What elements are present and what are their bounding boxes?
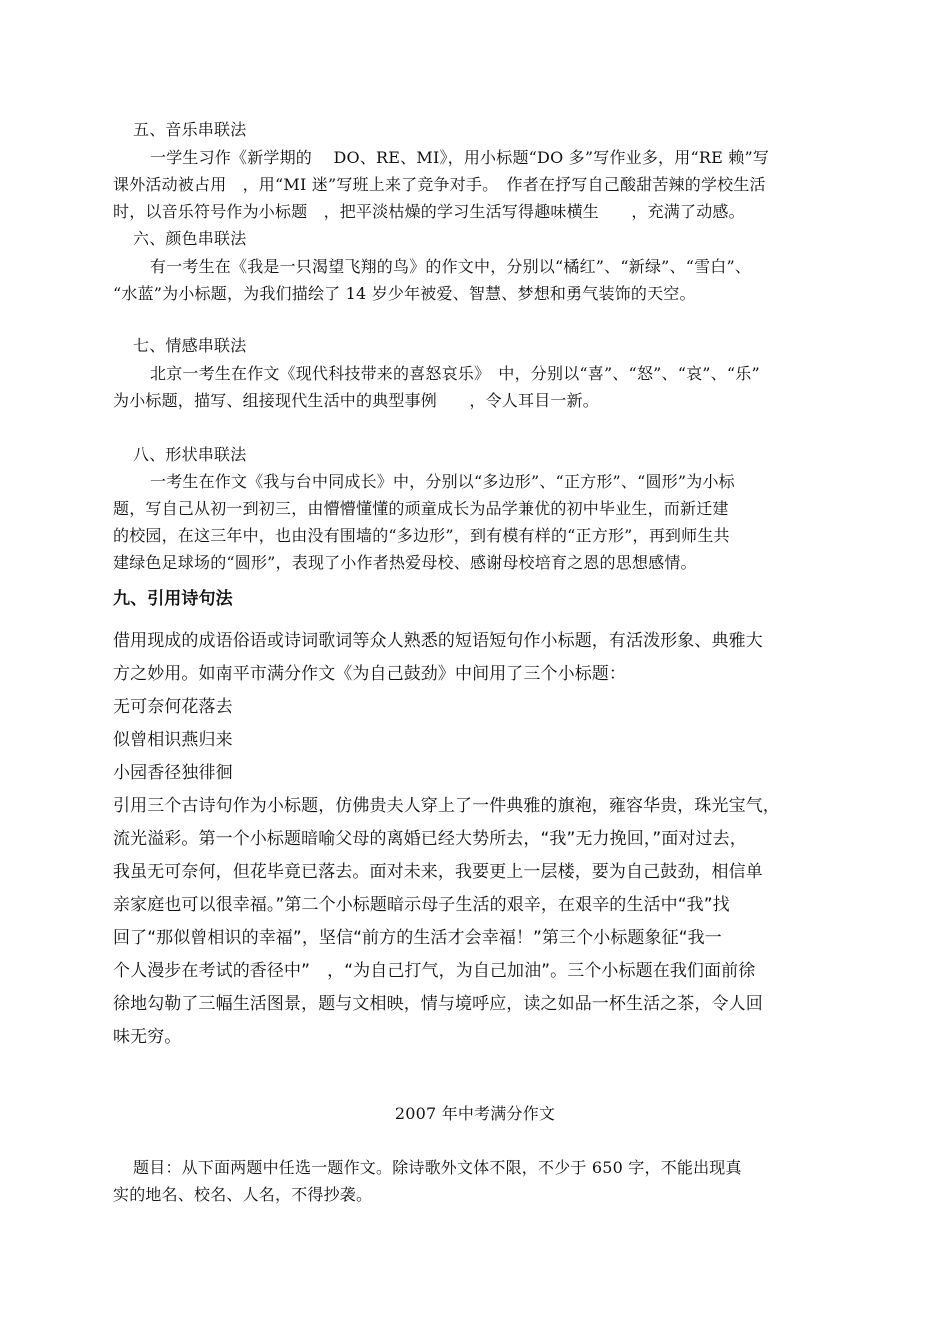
section-heading-shape: 八、形状串联法 (133, 445, 247, 464)
paragraph-line: 一学生习作《新学期的 DO、RE、MI》，用小标题“DO 多”写作业多，用“RE 赖”写 (150, 148, 770, 167)
paragraph-line: 我虽无可奈何，但花毕竟已落去。面对未来，我要更上一层楼，要为自己鼓劲，相信单 (113, 862, 763, 882)
paragraph-line: 个人漫步在考试的香径中” ，“为自己打气，为自己加油”。三个小标题在我们面前徐 (113, 961, 756, 981)
section-heading-poetry: 九、引用诗句法 (113, 589, 233, 609)
paragraph-line: 时，以音乐符号作为小标题 ，把平淡枯燥的学习生活写得趣味横生 ，充满了动感。 (113, 202, 745, 221)
section-heading-emotion: 七、情感串联法 (133, 336, 247, 355)
paragraph-line: “水蓝”为小标题，为我们描绘了 14 岁少年被爱、智慧、梦想和勇气装饰的天空。 (113, 284, 696, 303)
paragraph-line: 回了“那似曾相识的幸福”，坚信“前方的生活才会幸福！”第三个小标题象征“我一 (113, 928, 722, 948)
paragraph-line: 的校园，在这三年中，也由没有围墙的“多边形”，到有模有样的“正方形”，再到师生共 (113, 526, 730, 545)
paragraph-line: 为小标题，描写、组接现代生活中的典型事例 ，令人耳目一新。 (113, 391, 600, 410)
section-heading-music: 五、音乐串联法 (133, 120, 247, 139)
paragraph-line: 建绿色足球场的“圆形”，表现了小作者热爱母校、感谢母校培育之恩的思想感情。 (113, 553, 697, 572)
paragraph-line: 题，写自己从初一到初三，由懵懵懂懂的顽童成长为品学兼优的初中毕业生，而新迁建 (113, 499, 729, 518)
subtitle-line: 无可奈何花落去 (113, 697, 233, 717)
exam-prompt-line: 实的地名、校名、人名，不得抄袭。 (113, 1185, 373, 1204)
paragraph-line: 北京一考生在作文《现代科技带来的喜怒哀乐》 中，分别以“喜”、“怒”、“哀”、“乐” (150, 364, 760, 383)
exam-title: 2007 年中考满分作文 (394, 1104, 556, 1123)
subtitle-line: 小园香径独徘徊 (113, 763, 233, 783)
paragraph-line: 课外活动被占用 ，用“MI 迷”写班上来了竞争对手。 作者在抒写自己酸甜苦辣的学校生活 (113, 175, 766, 194)
paragraph-line: 引用三个古诗句作为小标题，仿佛贵夫人穿上了一件典雅的旗袍，雍容华贵，珠光宝气， (113, 796, 780, 816)
paragraph-line: 方之妙用。如南平市满分作文《为自己鼓劲》中间用了三个小标题： (113, 664, 626, 684)
paragraph-line: 味无穷。 (113, 1027, 182, 1047)
paragraph-line: 一考生在作文《我与台中同成长》中，分别以“多边形”、“正方形”、“圆形”为小标 (150, 472, 735, 491)
paragraph-line: 亲家庭也可以很幸福。”第二个小标题暗示母子生活的艰辛，在艰辛的生活中“我”找 (113, 895, 730, 915)
paragraph-line: 有一考生在《我是一只渴望飞翔的鸟》的作文中，分别以“橘红”、“新绿”、“雪白”、 (150, 257, 752, 276)
paragraph-line: 徐地勾勒了三幅生活图景，题与文相映，情与境呼应，读之如品一杯生活之茶，令人回 (113, 994, 763, 1014)
paragraph-line: 流光溢彩。第一个小标题暗喻父母的离婚已经大势所去，“我”无力挽回，”面对过去， (113, 829, 747, 849)
section-heading-color: 六、颜色串联法 (133, 229, 247, 248)
exam-prompt-line: 题目：从下面两题中任选一题作文。除诗歌外文体不限，不少于 650 字，不能出现真 (133, 1158, 742, 1177)
paragraph-line: 借用现成的成语俗语或诗词歌词等众人熟悉的短语短句作小标题，有活泼形象、典雅大 (113, 631, 763, 651)
subtitle-line: 似曾相识燕归来 (113, 730, 233, 750)
